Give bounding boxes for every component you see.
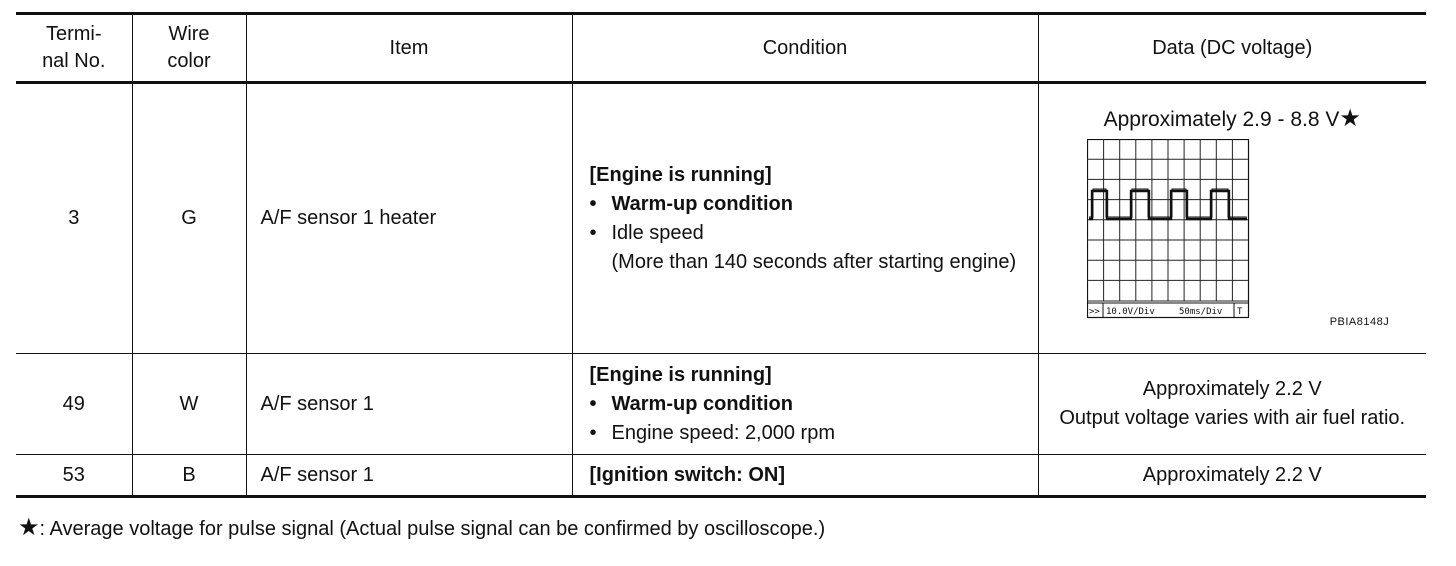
condition-heading: [Engine is running] [589, 363, 772, 386]
header-item: Item [246, 14, 572, 83]
voltage-text: Approximately 2.9 - 8.8 V [1103, 107, 1340, 131]
waveform-figure [1067, 99, 1397, 339]
terminal-spec-table [16, 12, 1426, 498]
header-data: Data (DC voltage) [1038, 14, 1426, 83]
data-cell [1038, 354, 1426, 455]
condition-cell [572, 83, 1038, 354]
voltage-note: Output voltage varies with air fuel ratio. [1059, 407, 1406, 429]
condition-note: (More than 140 seconds after starting engine) [611, 250, 1017, 273]
condition-list [590, 190, 1038, 277]
data-cell [1038, 83, 1426, 354]
wire-color: B [132, 455, 246, 497]
terminal-no: 3 [16, 83, 132, 354]
oscilloscope-graph [1087, 139, 1267, 321]
wire-color: W [132, 354, 246, 455]
data-cell [1038, 455, 1426, 497]
condition-bullet [590, 219, 1038, 277]
condition-bullet: • Warm-up condition [590, 390, 1038, 419]
table-row [16, 354, 1426, 455]
terminal-no: 53 [16, 455, 132, 497]
scope-arrow: >> [1089, 306, 1101, 317]
scope-trigger-marker: T [1237, 306, 1243, 317]
condition-cell [572, 455, 1038, 497]
condition-cell [572, 354, 1038, 455]
footnote-text: : Average voltage for pulse signal (Actual pulse signal can be confirmed by oscilloscope.) [39, 518, 826, 540]
condition-list [590, 390, 1038, 448]
table-header-row [16, 14, 1426, 83]
table-row [16, 455, 1426, 497]
table-row [16, 83, 1426, 354]
header-terminal-no: Termi- nal No. [16, 14, 132, 83]
voltage-value: Approximately 2.2 V [1142, 378, 1322, 400]
condition-heading: [Ignition switch: ON] [589, 463, 786, 486]
condition-heading: [Engine is running] [589, 163, 772, 186]
footnote [18, 516, 825, 541]
star-icon: ★ [18, 514, 40, 541]
condition-bullet: • Engine speed: 2,000 rpm [590, 419, 1038, 448]
scope-volt-div: 10.0V/Div [1106, 306, 1156, 317]
scope-time-div: 50ms/Div [1179, 306, 1223, 317]
condition-bullet: • Warm-up condition [590, 190, 1038, 219]
figure-id: PBIA8148J [1329, 315, 1390, 328]
header-condition: Condition [572, 14, 1038, 83]
header-wire-color: Wire color [132, 14, 246, 83]
voltage-value [1067, 105, 1397, 134]
condition-bullet-text: Idle speed [611, 221, 704, 244]
terminal-no: 49 [16, 354, 132, 455]
item-name: A/F sensor 1 heater [246, 83, 572, 354]
wire-color: G [132, 83, 246, 354]
star-icon: ★ [1339, 104, 1361, 132]
item-name: A/F sensor 1 [246, 354, 572, 455]
item-name: A/F sensor 1 [246, 455, 572, 497]
voltage-value: Approximately 2.2 V [1142, 463, 1322, 486]
